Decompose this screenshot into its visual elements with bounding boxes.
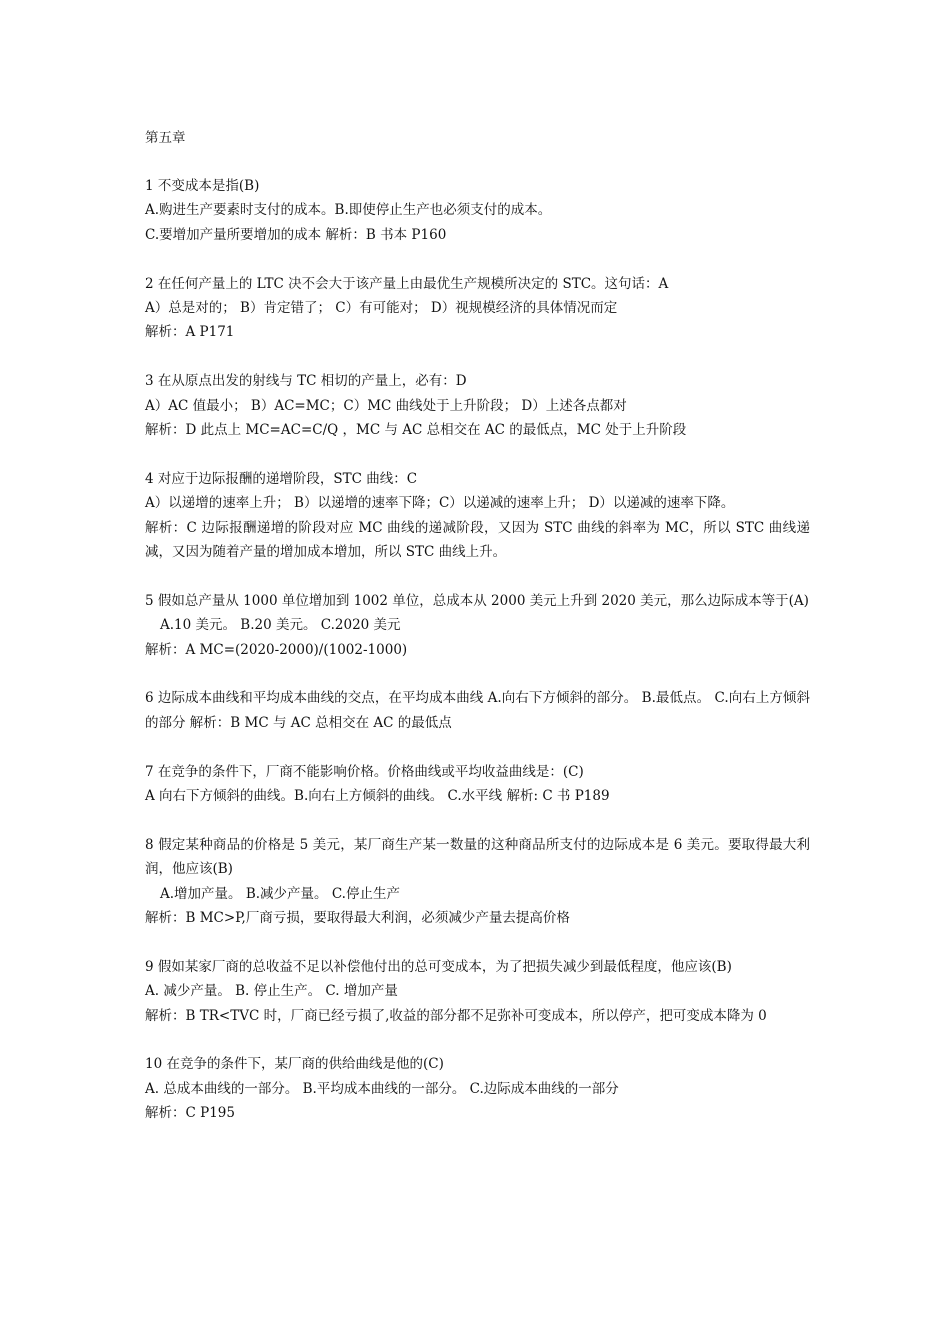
question-text: 7 在竞争的条件下，厂商不能影响价格。价格曲线或平均收益曲线是：(C): [145, 763, 584, 780]
analysis-text: 解析：B MC>P,厂商亏损，要取得最大利润，必须减少产量去提高价格: [145, 910, 570, 927]
question-4: [145, 467, 810, 565]
analysis-text: 解析：A P171: [145, 324, 235, 341]
analysis-text: 解析：C P195: [145, 1105, 235, 1122]
question-9: [145, 955, 810, 1028]
question-5: [145, 589, 810, 662]
answer-options: A. 减少产量。 B. 停止生产。 C. 增加产量: [145, 983, 398, 1000]
chapter-title: 第五章: [145, 130, 186, 146]
analysis-text: 解析：C 边际报酬递增的阶段对应 MC 曲线的递减阶段，又因为 STC 曲线的斜率为 MC，所以 STC 曲线递减，又因为随着产量的增加成本增加，所以 STC 曲线上升。: [145, 519, 810, 561]
question-text: 8 假定某种商品的价格是 5 美元，某厂商生产某一数量的这种商品所支付的边际成本是 6 美元。要取得最大利润，他应该(B): [145, 836, 810, 878]
question-text: 5 假如总产量从 1000 单位增加到 1002 单位，总成本从 2000 美元上升到 2020 美元，那么边际成本等于(A): [145, 592, 809, 609]
question-10: [145, 1052, 810, 1125]
answer-options: A）以递增的速率上升； B）以递增的速率下降；C）以递减的速率上升； D）以递减的速率下降。: [145, 495, 735, 512]
question-text: 9 假如某家厂商的总收益不足以补偿他付出的总可变成本，为了把损失减少到最低程度，他应该(B): [145, 958, 732, 975]
question-1: [145, 174, 810, 247]
analysis-text: 解析：D 此点上 MC=AC=C/Q ，MC 与 AC 总相交在 AC 的最低点，MC 处于上升阶段: [145, 422, 687, 439]
question-6: [145, 686, 810, 735]
question-8: [145, 833, 810, 931]
answer-options: A.10 美元。 B.20 美元。 C.2020 美元: [160, 617, 401, 634]
analysis-text: 解析：B TR<TVC 时，厂商已经亏损了,收益的部分都不足弥补可变成本，所以停产，把可变成本降为 0: [145, 1007, 767, 1024]
question-text: 10 在竞争的条件下，某厂商的供给曲线是他的(C): [145, 1056, 444, 1073]
answer-options: A.购进生产要素时支付的成本。B.即使停止生产也必须支付的成本。: [145, 202, 552, 219]
answer-options: A.增加产量。 B.减少产量。 C.停止生产: [160, 885, 400, 902]
answer-options-analysis: C.要增加产量所要增加的成本 解析：B 书本 P160: [145, 226, 447, 243]
question-text: 1 不变成本是指(B): [145, 178, 260, 194]
question-text: 4 对应于边际报酬的递增阶段，STC 曲线：C: [145, 470, 418, 487]
question-text: 3 在从原点出发的射线与 TC 相切的产量上，必有：D: [145, 373, 467, 390]
question-2: [145, 272, 810, 345]
question-3: [145, 369, 810, 442]
question-text: 6 边际成本曲线和平均成本曲线的交点，在平均成本曲线 A.向右下方倾斜的部分。 B.最低点。 C.向右上方倾斜的部分 解析：B MC 与 AC 总相交在 AC 的最低点: [145, 690, 810, 731]
answer-options: A. 总成本曲线的一部分。 B.平均成本曲线的一部分。 C.边际成本曲线的一部分: [145, 1080, 619, 1097]
question-text: 2 在任何产量上的 LTC 决不会大于该产量上由最优生产规模所决定的 STC。这句话：A: [145, 275, 669, 292]
answer-options: A）AC 值最小； B）AC=MC；C）MC 曲线处于上升阶段； D）上述各点都对: [145, 397, 627, 414]
document-content: [145, 126, 810, 1150]
question-7: [145, 760, 810, 809]
answer-options: A）总是对的； B）肯定错了； C）有可能对； D）视规模经济的具体情况而定: [145, 300, 618, 317]
analysis-text: 解析：A MC=(2020-2000)/(1002-1000): [145, 641, 408, 658]
answer-options-analysis: A 向右下方倾斜的曲线。B.向右上方倾斜的曲线。 C.水平线 解析: C 书 P189: [145, 788, 610, 805]
